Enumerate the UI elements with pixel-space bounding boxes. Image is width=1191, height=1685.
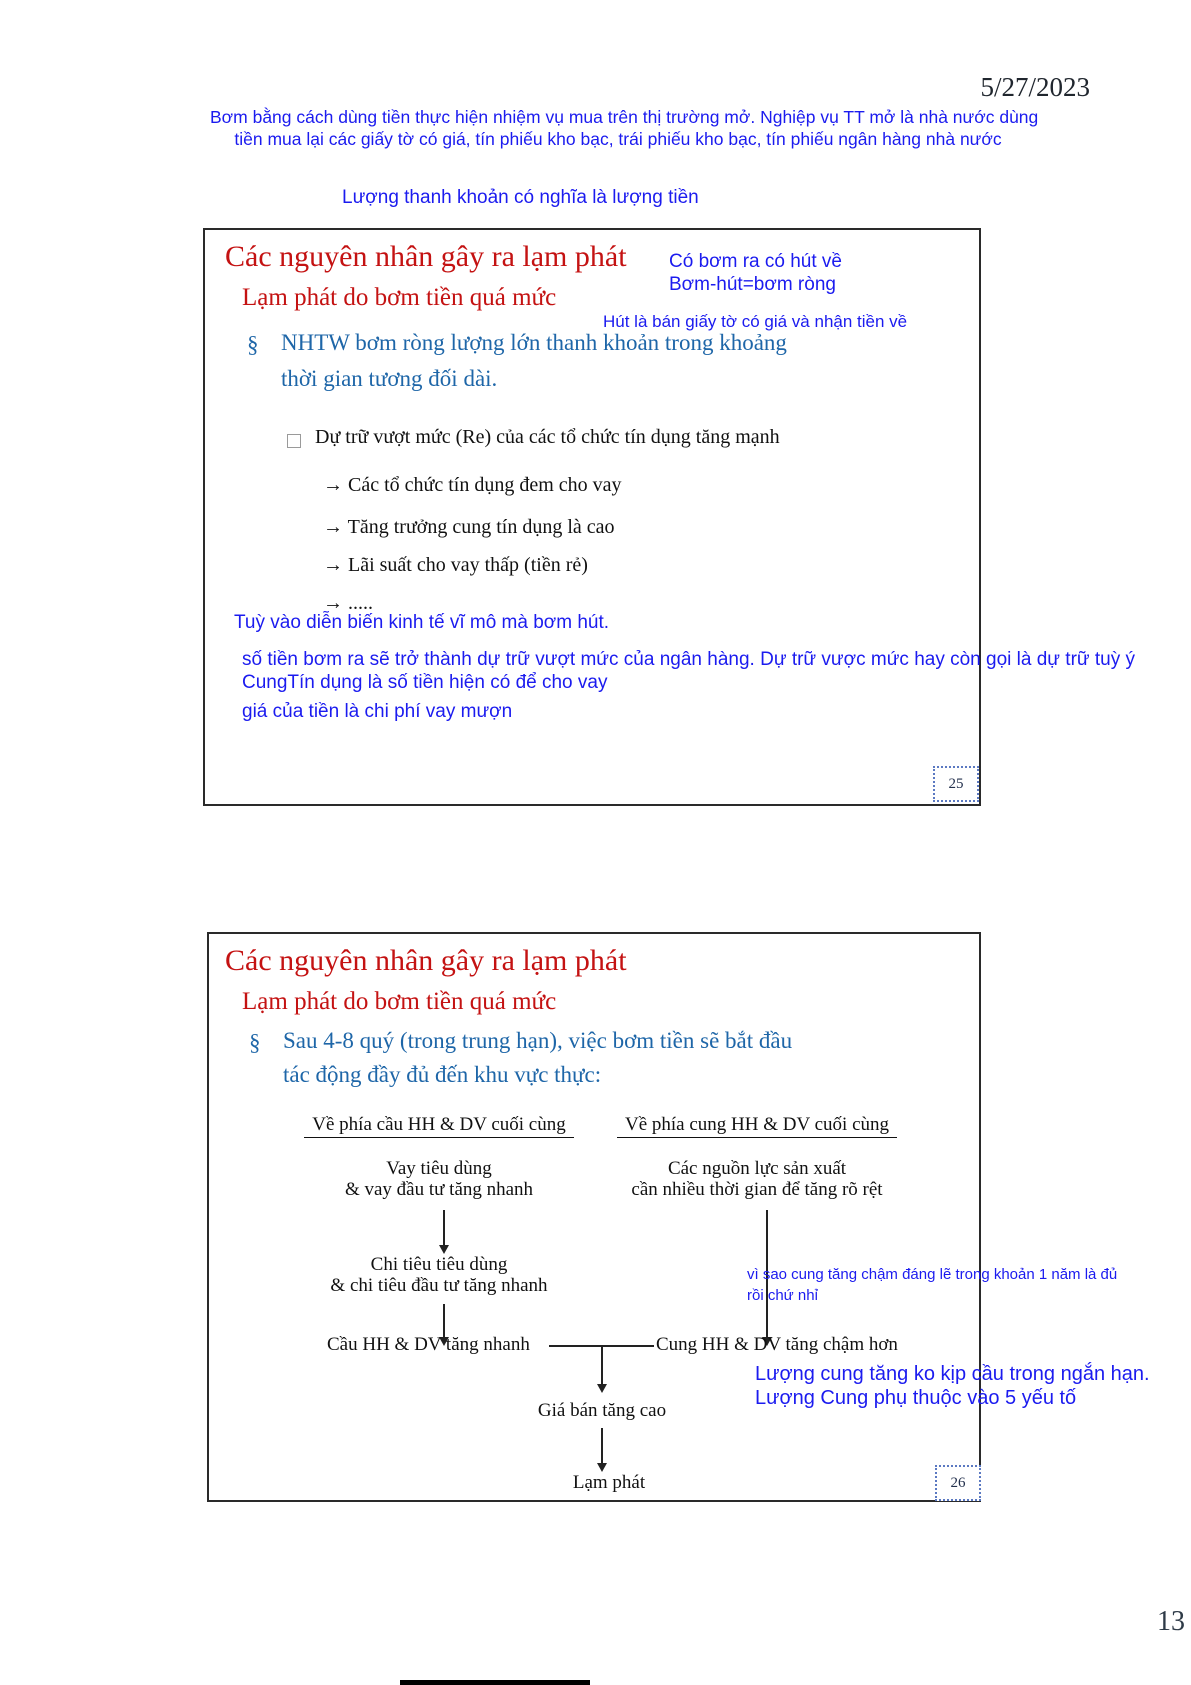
slide1-note-withdraw: Hút là bán giấy tờ có giá và nhận tiền về [603,312,908,331]
slide2-bullet-line2: tác động đầy đủ đến khu vực thực: [283,1062,602,1087]
slide1-arrow-item: → Các tổ chức tín dụng đem cho vay [323,474,622,496]
slide2-bullet-marker: § [249,1030,261,1055]
annotation-open-market-line1: Bơm bằng cách dùng tiền thực hiện nhiệm vụ mua trên thị trường mở. Nghiệp vụ TT mở là nhà nước dùng [210,107,1039,127]
slide2-subtitle: Lạm phát do bơm tiền quá mức [242,988,557,1015]
slide1-number-badge: 25 [933,766,979,802]
slide2-left-step1-line2: & vay đầu tư tăng nhanh [344,1179,534,1200]
slide1-note-reserve [242,648,1162,694]
slide2-right-column-header [607,1114,907,1135]
slide-1 [203,228,1136,806]
slide2-note-why-line2: rồi chứ nhỉ [747,1287,818,1304]
slide1-note-pump-line2: Bơm-hút=bơm ròng [669,274,836,295]
slide2-price-step: Giá bán tăng cao [537,1400,667,1421]
slide2-left-step1-line1: Vay tiêu dùng [386,1158,492,1179]
slide1-subbullet-square-icon [287,434,301,448]
slide2-title: Các nguyên nhân gây ra lạm phát [225,944,627,977]
slide2-note-supply-line2: Lượng Cung phụ thuộc vào 5 yếu tố [755,1387,1077,1409]
slide1-bullet-line2: thời gian tương đối dài. [281,366,498,391]
slide2-left-column-header-text: Về phía cầu HH & DV cuối cùng [304,1114,573,1138]
slide1-bullet-marker: § [247,332,259,357]
slide2-left-down-arrow-icon [443,1304,445,1338]
slide1-subbullet-text: Dự trữ vượt mức (Re) của các tổ chức tín dụng tăng mạnh [315,426,780,448]
slide2-center-down-arrow-icon [601,1428,603,1464]
slide2-left-step1 [289,1158,589,1200]
slide2-right-column-header-text: Về phía cung HH & DV cuối cùng [617,1114,897,1138]
slide2-note-why [747,1264,1167,1306]
slide1-note-price-of-money: giá của tiền là chi phí vay mượn [242,701,513,722]
slide2-left-step2 [289,1254,589,1296]
slide-2 [207,932,1150,1502]
slide2-left-column-header [289,1114,589,1135]
slide2-right-step1-line2: cần nhiều thời gian để tăng rõ rệt [631,1179,883,1200]
slide2-note-supply-line1: Lượng cung tăng ko kịp cầu trong ngắn hạn. [755,1363,1150,1385]
slide1-arrow-item: → Tăng trưởng cung tín dụng là cao [323,516,615,538]
slide2-left-down-arrow-icon [443,1210,445,1246]
slide2-left-step2-line2: & chi tiêu đầu tư tăng nhanh [330,1275,548,1296]
slide1-arrow-item: → Lãi suất cho vay thấp (tiền rẻ) [323,554,588,576]
page-number: 13 [1157,1606,1185,1637]
slide1-subtitle: Lạm phát do bơm tiền quá mức [242,284,557,311]
annotation-open-market [210,106,1039,150]
slide1-title: Các nguyên nhân gây ra lạm phát [225,240,627,273]
slide2-left-result: Cầu HH & DV tăng nhanh [327,1334,530,1355]
slide2-right-step1 [607,1158,907,1200]
slide2-bullet-line1: Sau 4-8 quý (trong trung hạn), việc bơm tiền sẽ bắt đầu [283,1028,793,1053]
slide1-note-reserve-line2: CungTín dụng là số tiền hiện có để cho vay [242,672,608,693]
slide2-left-step2-line1: Chi tiêu tiêu dùng [370,1254,508,1275]
slide1-note-pump [669,250,842,296]
slide1-bullet-line1: NHTW bơm ròng lượng lớn thanh khoản trong khoảng [281,330,787,355]
header-date: 5/27/2023 [980,72,1090,102]
slide2-center-down-arrow-icon [601,1345,603,1385]
bottom-partial-border [400,1680,590,1685]
slide1-note-reserve-line1: số tiền bơm ra sẽ trở thành dự trữ vượt mức của ngân hàng. Dự trữ vược mức hay còn gọi là dự trữ tuỳ ý [242,649,1136,670]
slide2-right-step1-line1: Các nguồn lực sản xuất [667,1158,847,1179]
slide2-note-supply [755,1362,1175,1410]
slide1-note-macro: Tuỳ vào diễn biến kinh tế vĩ mô mà bơm hút. [234,612,610,633]
annotation-liquidity: Lượng thanh khoản có nghĩa là lượng tiền [342,187,699,208]
slide1-arrow-item: → ..... [323,592,373,614]
slide1-note-pump-line1: Có bơm ra có hút về [669,251,842,272]
slide2-final-step: Lạm phát [572,1472,646,1493]
annotation-open-market-line2: tiền mua lại các giấy tờ có giá, tín phiếu kho bạc, trái phiếu kho bạc, tín phiếu ngân hàng nhà nước [234,129,1002,149]
slide2-note-why-line1: vì sao cung tăng chậm đáng lẽ trong khoản 1 năm là đủ [747,1266,1118,1283]
slide2-right-result: Cung HH & DV tăng chậm hơn [656,1334,898,1355]
slide2-number-badge: 26 [935,1465,981,1501]
